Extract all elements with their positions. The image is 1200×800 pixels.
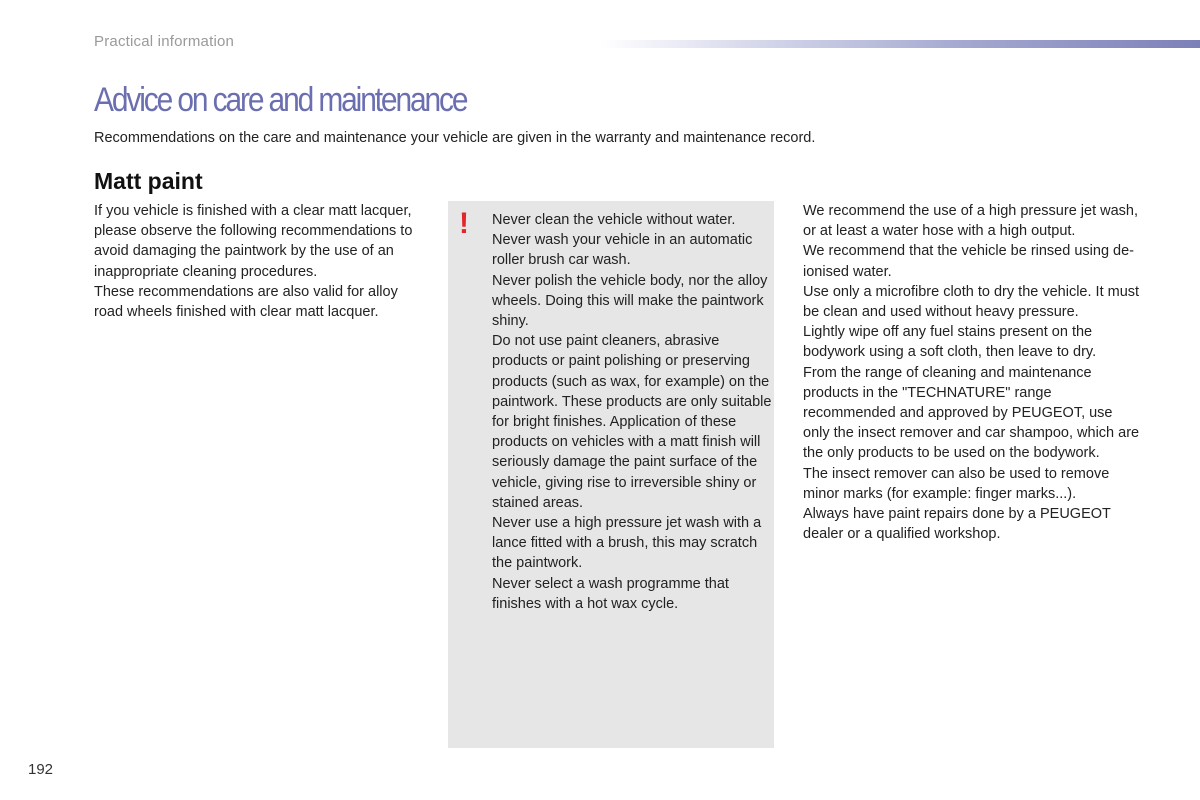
warning-paragraph: Do not use paint cleaners, abrasive products or paint polishing or preserving products (such as wax, for example) on the paintwork. These products are only suitable for bright finishes. Application of these products on vehicles with a matt finish will seriously damage the paint surface of the vehicle, giving rise to irreversible shiny or stained areas.: [492, 333, 772, 511]
intro-text: Recommendations on the care and maintenance your vehicle are given in the warranty and maintenance record.: [94, 130, 816, 146]
left-paragraph: If you vehicle is finished with a clear matt lacquer, please observe the following recommendations to avoid damaging the paintwork by the use of an inappropriate cleaning procedures.: [94, 203, 413, 280]
right-column: [803, 201, 1143, 544]
warning-paragraph: Never use a high pressure jet wash with a lance fitted with a brush, this may scratch the paintwork.: [492, 515, 762, 572]
section-label: Practical information: [94, 33, 235, 50]
page-number: 192: [28, 761, 54, 778]
right-paragraph: We recommend that the vehicle be rinsed using de-ionised water.: [803, 243, 1134, 280]
warning-text: [492, 210, 772, 614]
warning-paragraph: Never select a wash programme that finishes with a hot wax cycle.: [492, 575, 729, 612]
left-paragraph: These recommendations are also valid for alloy road wheels finished with clear matt lacquer.: [94, 283, 398, 321]
header-bar: [600, 40, 1200, 48]
exclamation-icon: !: [459, 207, 469, 240]
left-column: [94, 201, 429, 322]
section-subtitle: Matt paint: [94, 168, 203, 194]
right-paragraph: Lightly wipe off any fuel stains present on the bodywork using a soft cloth, then leave to dry.: [803, 324, 1097, 361]
page-title: Advice on care and maintenance: [94, 81, 467, 119]
warning-paragraph: Never wash your vehicle in an automatic roller brush car wash.: [492, 232, 753, 269]
warning-paragraph: Never polish the vehicle body, nor the alloy wheels. Doing this will make the paintwork shiny.: [492, 272, 768, 330]
right-paragraph: From the range of cleaning and maintenance products in the "TECHNATURE" range recommended and approved by PEUGEOT, use only the insect remover and car shampoo, which are the only products to be used on the bodywork.: [803, 364, 1140, 462]
right-paragraph: Always have paint repairs done by a PEUGEOT dealer or a qualified workshop.: [803, 506, 1111, 543]
right-paragraph: We recommend the use of a high pressure jet wash, or at least a water hose with a high output.: [803, 203, 1139, 240]
right-paragraph: The insect remover can also be used to remove minor marks (for example: finger marks...).: [803, 465, 1110, 502]
warning-paragraph: Never clean the vehicle without water.: [492, 212, 736, 228]
right-paragraph: Use only a microfibre cloth to dry the vehicle. It must be clean and used without heavy pressure.: [803, 283, 1140, 321]
